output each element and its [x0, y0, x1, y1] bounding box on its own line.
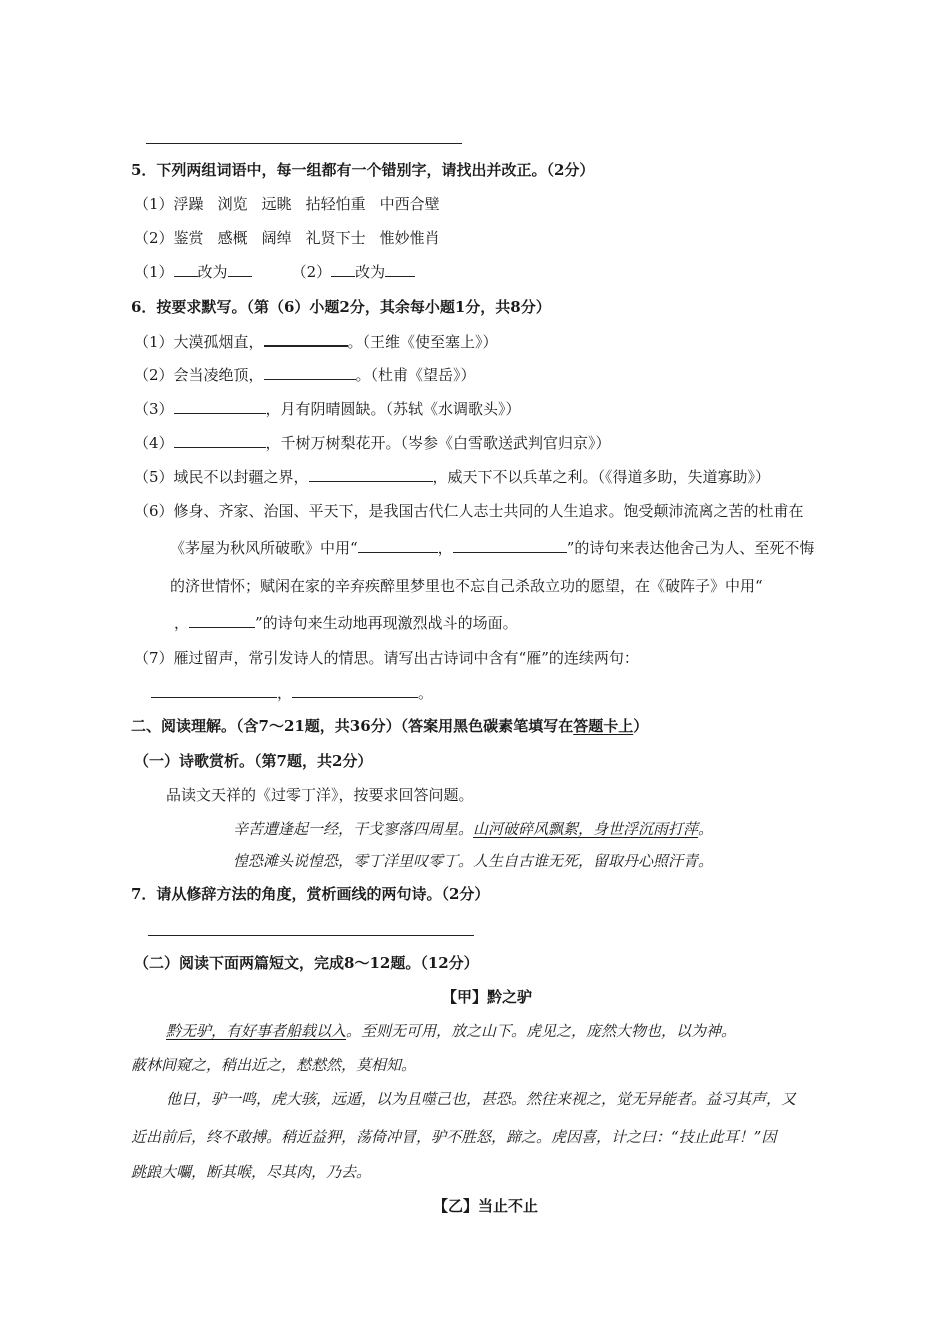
q6-s1-pre: （1）大漠孤烟直，	[134, 333, 264, 351]
q6-s4-pre: （4）	[134, 434, 174, 452]
word: 浮躁	[173, 195, 204, 213]
poem-l1-a: 辛苦遭逢起一经，干戈寥落四周星。	[233, 820, 474, 838]
blank[interactable]	[264, 331, 348, 347]
q5-g1-label: （1）	[134, 195, 174, 213]
q6-s4	[134, 433, 611, 453]
q6-s6-l2-pre: 《茅屋为秋风所破歌》中用“	[170, 539, 358, 557]
q6-s6-l2-mid: ，	[437, 539, 453, 557]
yi-title: 【乙】当止不止	[433, 1197, 539, 1215]
q5-group-2	[134, 228, 440, 248]
poem-line-1	[233, 819, 713, 839]
q6-s6-line3: 的济世情怀；赋闲在家的辛弃疾醉里梦里也不忘自己杀敌立功的愿望，在《破阵子》中用“	[170, 577, 763, 595]
q6-s7-mid: ，	[277, 684, 293, 702]
q6-s1	[134, 331, 498, 352]
jia-p1-line1	[166, 1021, 736, 1041]
q6-s7-line2	[151, 683, 433, 703]
q6-s5-post: ，威天下不以兵革之利。（《得道多助，失道寡助》）	[432, 468, 771, 486]
part1-intro: 品读文天祥的《过零丁洋》，按要求回答问题。	[166, 786, 474, 804]
q6-s6-line2	[170, 538, 814, 558]
section2-title	[131, 716, 648, 736]
word: 礼贤下士	[305, 229, 366, 247]
q6-s1-post: 。（王维《使至塞上》）	[347, 333, 498, 351]
word: 中西合壁	[379, 195, 440, 213]
word: 阔绰	[261, 229, 292, 247]
blank[interactable]	[453, 538, 567, 553]
jia-p1-line2: 蔽林间窥之，稍出近之，慭慭然，莫相知。	[131, 1056, 417, 1074]
q5-g2-label: （2）	[134, 229, 174, 247]
q5-answer-row	[134, 262, 415, 282]
part1-title: （一）诗歌赏析。（第7题，共2分）	[134, 752, 373, 770]
word: 鉴赏	[173, 229, 204, 247]
q6-s3-post: ，月有阴晴圆缺。（苏轼《水调歌头》）	[265, 400, 521, 418]
blank[interactable]	[331, 262, 355, 277]
q6-s7-end: 。	[418, 684, 434, 702]
jia-p2-line3: 跳踉大㘚，断其喉，尽其肉，乃去。	[131, 1163, 372, 1181]
q6-s2-post: 。（杜甫《望岳》）	[355, 366, 476, 384]
q6-s6-line4	[174, 613, 518, 633]
word: 远眺	[261, 195, 292, 213]
poem-l1-c: 。	[698, 820, 714, 838]
section2-title-underlined: 答题卡上	[573, 717, 634, 735]
q6-s7-line1: （7）雁过留声，常引发诗人的情思。请写出古诗词中含有“雁”的连续两句：	[134, 649, 639, 667]
poem-l1-underlined: 山河破碎风飘絮，身世浮沉雨打萍	[473, 820, 699, 838]
q7-title: 7．请从修辞方法的角度，赏析画线的两句诗。（2分）	[131, 885, 490, 903]
blank[interactable]	[151, 683, 277, 698]
word: 拈轻怕重	[305, 195, 366, 213]
jia-p2-line1: 他日，驴一鸣，虎大骇，远遁，以为且噬己也，甚恐。然往来视之，觉无异能者。益习其声，又	[166, 1090, 797, 1108]
q5-change-1: 改为	[197, 263, 228, 281]
answer-line-top	[146, 143, 462, 144]
q6-s5	[134, 467, 770, 487]
blank[interactable]	[174, 399, 266, 414]
poem-line-2: 惶恐滩头说惶恐，零丁洋里叹零丁。人生自古谁无死，留取丹心照汗青。	[233, 852, 714, 870]
q6-s6-l2-post: ”的诗句来表达他舍己为人、至死不悔	[566, 539, 815, 557]
jia-p1-underlined: 黔无驴，有好事者船载以入	[166, 1022, 347, 1040]
q5-title: 5．下列两组词语中，每一组都有一个错别字，请找出并改正。（2分）	[131, 161, 595, 179]
q6-title: 6．按要求默写。（第（6）小题2分，其余每小题1分，共8分）	[131, 298, 551, 316]
blank[interactable]	[292, 683, 418, 698]
q6-s6-l4-post: ”的诗句来生动地再现激烈战斗的场面。	[255, 614, 518, 632]
q6-s6-line1: （6）修身、齐家、治国、平天下，是我国古代仁人志士共同的人生追求。饱受颠沛流离之苦的杜甫在	[134, 502, 804, 520]
part2-title: （二）阅读下面两篇短文，完成8～12题。（12分）	[134, 954, 479, 972]
q7-answer-line	[148, 935, 474, 936]
blank[interactable]	[174, 262, 198, 277]
section2-title-pre: 二、阅读理解。（含7～21题，共36分）（答案用黑色碳素笔填写在	[131, 717, 574, 735]
jia-p2-line2: 近出前后，终不敢搏。稍近益狎，荡倚冲冒，驴不胜怒，蹄之。虎因喜，计之曰：“技止此耳！”因	[131, 1128, 777, 1146]
q5-change-2: 改为	[355, 263, 386, 281]
jia-p1-rest: 。至则无可用，放之山下。虎见之，庞然大物也，以为神。	[346, 1022, 737, 1040]
blank[interactable]	[189, 613, 255, 628]
q5-ans1-label: （1）	[134, 263, 174, 281]
word: 浏览	[217, 195, 248, 213]
q6-s3-pre: （3）	[134, 400, 174, 418]
blank[interactable]	[385, 262, 415, 277]
q5-ans2-label: （2）	[291, 263, 332, 281]
q6-s2	[134, 365, 476, 385]
blank[interactable]	[358, 538, 438, 553]
q6-s5-pre: （5）域民不以封疆之界，	[134, 468, 309, 486]
jia-title: 【甲】黔之驴	[442, 988, 533, 1006]
blank[interactable]	[309, 467, 433, 482]
q5-group-1	[134, 194, 440, 214]
q6-s2-pre: （2）会当凌绝顶，	[134, 366, 264, 384]
blank[interactable]	[264, 365, 356, 380]
q6-s6-l4-pre: ，	[174, 614, 190, 632]
q6-s4-post: ，千树万树梨花开。（岑参《白雪歌送武判官归京》）	[265, 434, 611, 452]
blank[interactable]	[228, 262, 252, 277]
blank[interactable]	[174, 433, 266, 448]
word: 惟妙惟肖	[379, 229, 440, 247]
section2-title-post: ）	[633, 717, 649, 735]
q6-s3	[134, 399, 521, 419]
word: 感概	[217, 229, 248, 247]
